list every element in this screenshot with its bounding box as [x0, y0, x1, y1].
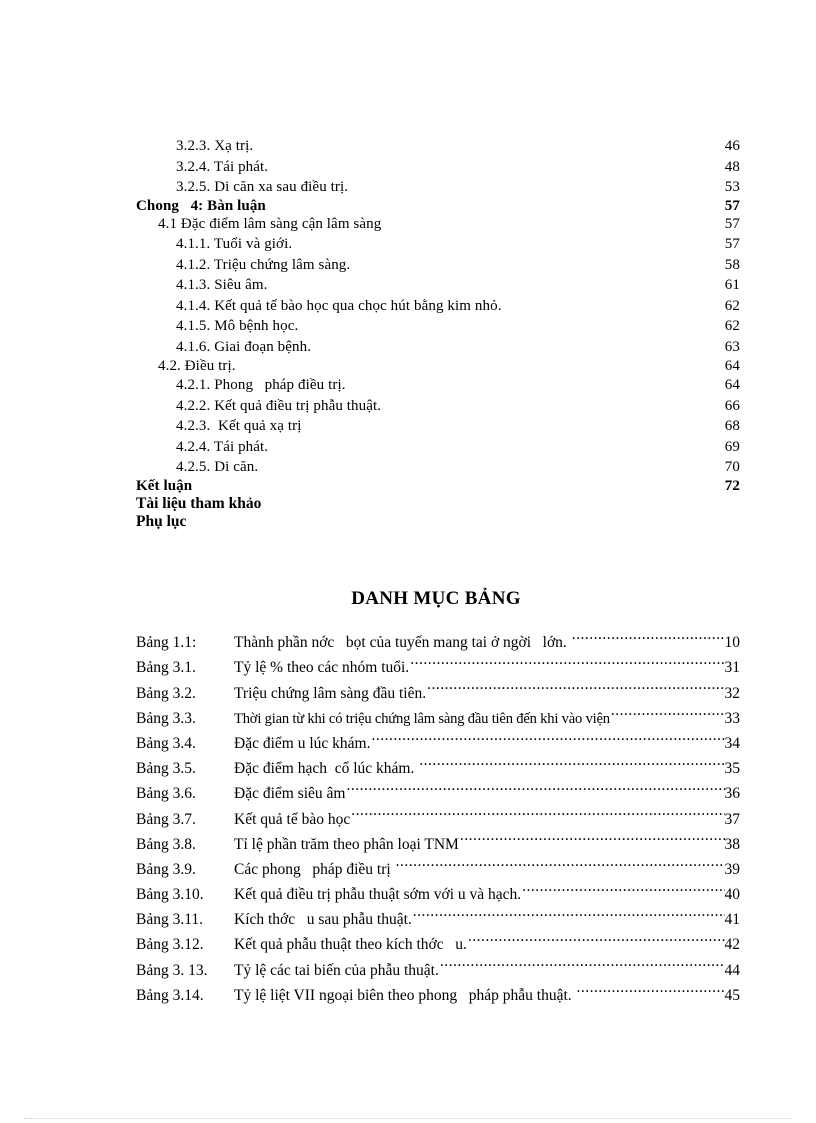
toc-page-number: 58: [724, 256, 740, 273]
toc-entry: [136, 296, 740, 317]
table-page-number: 35: [724, 760, 740, 778]
table-caption: Kết quả điều trị phẫu thuật sớm với u và hạch.: [234, 886, 522, 904]
table-caption: Các phong pháp điều trị: [234, 860, 395, 878]
table-page-number: 45: [724, 986, 740, 1004]
table-of-contents: [136, 136, 740, 531]
table-label: Bảng 3.3.: [136, 709, 196, 727]
leader-dots: [521, 874, 724, 899]
toc-entry-title: 4.2.4. Tái phát.: [176, 438, 269, 455]
toc-entry-title: 4.1.4. Kết quả tế bào học qua chọc hút bằng kim nhỏ.: [176, 297, 502, 314]
table-caption: Kết quả phẫu thuật theo kích thớc u.: [234, 936, 467, 954]
table-caption: Đặc điểm hạch cổ lúc khám.: [234, 760, 419, 778]
table-page-number: 32: [724, 684, 740, 702]
toc-references: Tài liệu tham khảo: [136, 494, 262, 512]
toc-entry: [136, 416, 740, 437]
toc-entry-title: 4.2.1. Phong pháp điều trị.: [176, 377, 346, 393]
toc-entry-title: 4.2.2. Kết quả điều trị phẫu thuật.: [176, 397, 382, 414]
toc-page-number: 62: [724, 297, 740, 314]
leader-dots: [350, 798, 724, 823]
table-page-number: 39: [724, 860, 740, 878]
toc-chapter-entry: [136, 198, 740, 214]
toc-entry: [136, 255, 740, 276]
table-label: Bảng 3.7.: [136, 810, 196, 828]
toc-page-number: 61: [724, 277, 740, 293]
table-caption: Tỷ lệ liệt VII ngoại biên theo phong pháp phẫu thuật.: [234, 986, 576, 1004]
toc-entry-title: 4.1.1. Tuổi và giới.: [176, 236, 293, 252]
toc-page-number: 46: [724, 138, 740, 154]
table-caption: Triệu chứng lâm sàng đầu tiên.: [234, 684, 427, 702]
toc-entry-title: 4.2.5. Di căn.: [176, 459, 259, 475]
table-caption: Tỷ lệ % theo các nhóm tuổi.: [234, 659, 410, 677]
table-caption: Thời gian từ khi có triệu chứng lâm sàng đầu tiên đến khi vào viện: [234, 710, 610, 727]
toc-entry-title: 4.2. Điều trị.: [158, 358, 236, 374]
table-page-number: 40: [724, 886, 740, 904]
toc-entry: [136, 396, 740, 417]
toc-entry: [136, 136, 740, 157]
toc-entry-title: 3.2.4. Tái phát.: [176, 158, 269, 175]
toc-page-number: 66: [724, 397, 740, 414]
toc-page-number: 72: [724, 477, 740, 494]
toc-entry: [136, 234, 740, 255]
table-label: Bảng 3.4.: [136, 734, 196, 752]
toc-page-number: 48: [724, 158, 740, 175]
leader-dots: [409, 647, 724, 672]
table-label: Bảng 3.5.: [136, 760, 196, 778]
toc-page-number: 69: [724, 438, 740, 455]
table-label: Bảng 3.6.: [136, 785, 196, 803]
table-page-number: 44: [724, 961, 740, 979]
toc-conclusion-entry: [136, 478, 740, 495]
table-page-number: 42: [724, 936, 740, 954]
toc-entry: [136, 437, 740, 458]
leader-dots: [439, 949, 725, 974]
leader-dots: [426, 672, 724, 697]
table-label: Bảng 3.8.: [136, 835, 196, 853]
table-list-item: [136, 622, 740, 652]
toc-entry-title: 4.1.2. Triệu chứng lâm sàng.: [176, 256, 351, 273]
toc-entry: [136, 357, 740, 375]
table-caption: Đặc điểm u lúc khám.: [234, 734, 371, 752]
table-label: Bảng 3.12.: [136, 936, 204, 954]
leader-dots: [467, 924, 725, 949]
toc-entry: [136, 457, 740, 478]
leader-dots: [395, 849, 725, 874]
table-page-number: 37: [724, 810, 740, 828]
table-label: Bảng 3.1.: [136, 659, 196, 677]
toc-entry: [136, 275, 740, 296]
table-page-number: 38: [724, 835, 740, 853]
toc-page-number: 57: [724, 197, 740, 214]
table-label: Bảng 3.14.: [136, 986, 204, 1004]
toc-page-number: 57: [724, 215, 740, 232]
toc-entry: [136, 375, 740, 396]
table-label: Bảng 3. 13.: [136, 961, 208, 979]
toc-appendix: Phụ lục: [136, 512, 187, 530]
table-caption: Kích thớc u sau phẫu thuật.: [234, 911, 412, 929]
toc-entry: [136, 214, 740, 235]
leader-dots: [459, 824, 725, 849]
table-label: Bảng 3.10.: [136, 886, 204, 904]
tables-list-heading: DANH MỤC BẢNG: [351, 588, 521, 609]
table-caption: Kết quả tế bào học: [234, 810, 351, 828]
list-of-tables: [136, 622, 740, 1004]
toc-page-number: 63: [724, 338, 740, 355]
toc-entry-title: 4.2.3. Kết quả xạ trị: [176, 418, 302, 434]
table-caption: Thành phần nớc bọt của tuyến mang tai ở ngời lớn.: [234, 634, 571, 652]
table-caption: Tỷ lệ các tai biến của phẫu thuật.: [234, 961, 439, 979]
toc-page-number: 57: [724, 236, 740, 252]
toc-entry: [136, 337, 740, 358]
toc-entry: [136, 177, 740, 198]
table-caption: Đặc điểm siêu âm: [234, 785, 346, 803]
table-page-number: 34: [724, 734, 740, 752]
table-label: Bảng 3.11.: [136, 911, 204, 929]
toc-page-number: 64: [724, 358, 740, 374]
table-page-number: 33: [724, 709, 740, 727]
toc-page-number: 64: [724, 377, 740, 393]
toc-entry-title: 3.2.5. Di căn xa sau điều trị.: [176, 179, 349, 195]
leader-dots: [576, 975, 725, 1000]
toc-entry-title: 4.1 Đặc điểm lâm sàng cận lâm sàng: [158, 215, 382, 232]
table-page-number: 36: [724, 785, 740, 803]
page-bottom-divider: [24, 1118, 792, 1119]
toc-entry: [136, 316, 740, 337]
toc-page-number: 62: [724, 318, 740, 334]
toc-page-number: 53: [724, 179, 740, 195]
table-page-number: 41: [724, 911, 740, 929]
table-label: Bảng 1.1:: [136, 634, 197, 652]
leader-dots: [571, 622, 725, 647]
table-label: Bảng 3.2.: [136, 684, 196, 702]
toc-entry-title: 4.1.6. Giai đoạn bệnh.: [176, 338, 312, 355]
leader-dots: [610, 698, 725, 723]
leader-dots: [412, 899, 725, 924]
toc-page-number: 68: [724, 418, 740, 434]
table-label: Bảng 3.9.: [136, 860, 196, 878]
table-page-number: 31: [724, 659, 740, 677]
toc-entry-title: 3.2.3. Xạ trị.: [176, 138, 254, 154]
toc-entry: [136, 157, 740, 178]
table-page-number: 10: [724, 634, 740, 652]
leader-dots: [418, 748, 724, 773]
toc-entry-title: Chong 4: Bàn luận: [136, 197, 266, 214]
leader-dots: [345, 773, 724, 798]
toc-entry-title: Kết luận: [136, 477, 197, 494]
toc-entry-title: 4.1.5. Mô bệnh học.: [176, 318, 299, 334]
toc-entry-title: 4.1.3. Siêu âm.: [176, 277, 268, 293]
table-caption: Tỉ lệ phần trăm theo phân loại TNM: [234, 835, 459, 853]
leader-dots: [370, 723, 724, 748]
toc-page-number: 70: [724, 459, 740, 475]
